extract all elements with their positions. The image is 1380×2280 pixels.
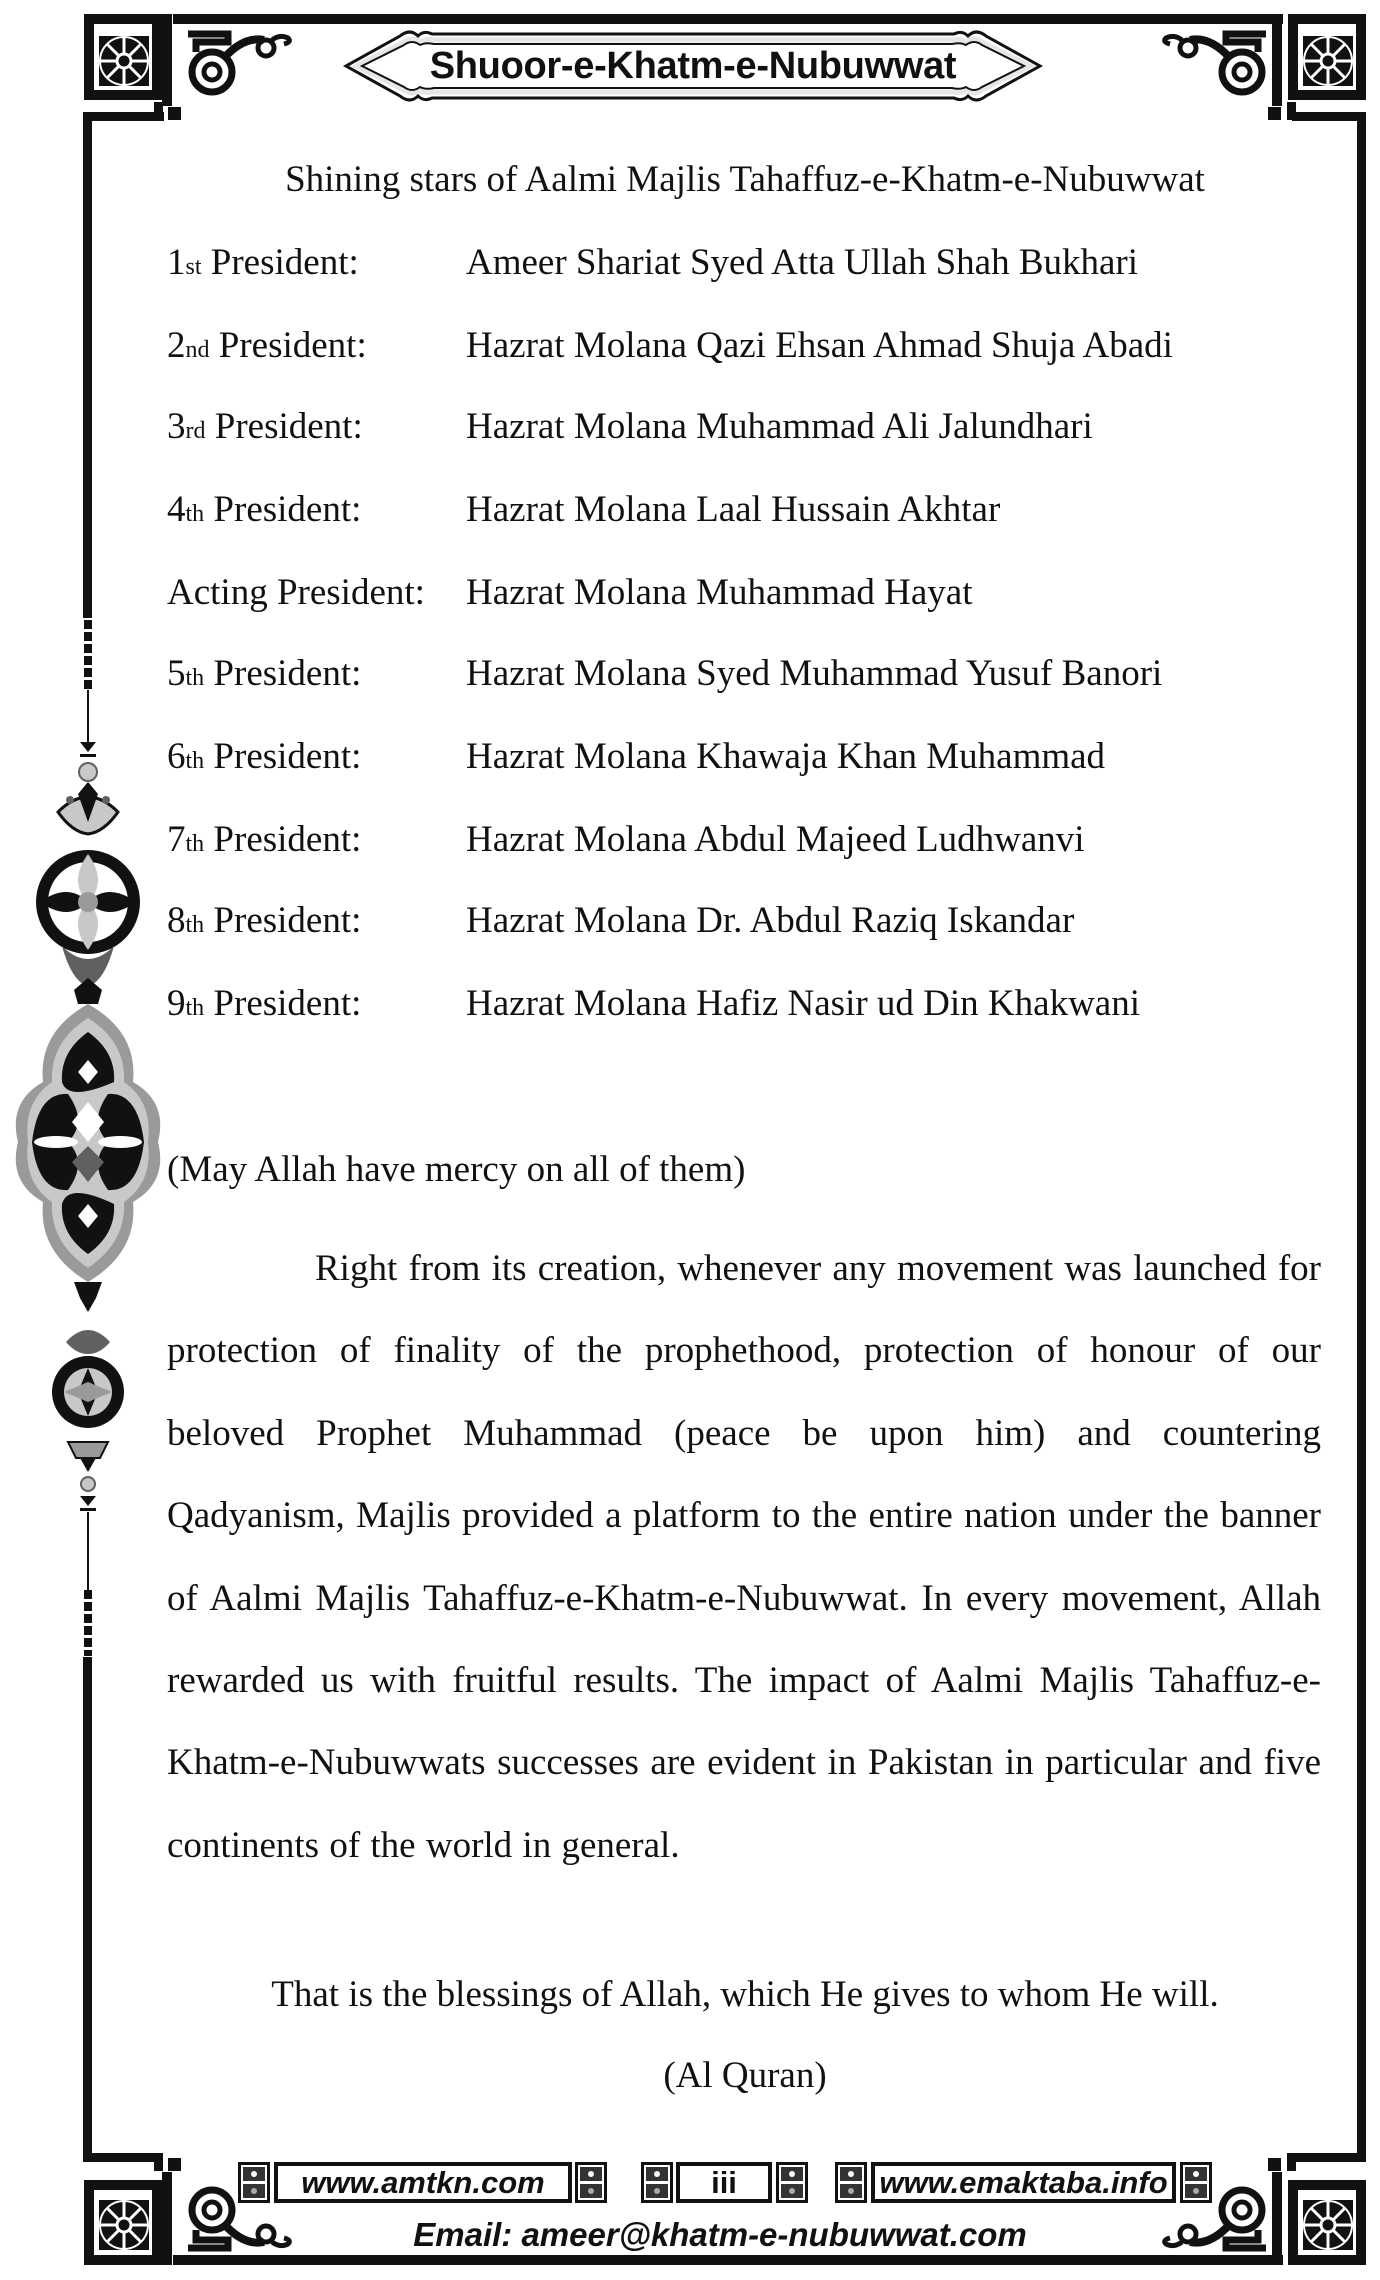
contact-email[interactable]: Email: ameer@khatm-e-nubuwwat.com xyxy=(413,2216,1027,2253)
president-name: Hazrat Molana Hafiz Nasir ud Din Khakwani xyxy=(466,983,1140,1024)
rosette-icon xyxy=(1303,2200,1353,2250)
bottom-left-inner-rule xyxy=(83,2153,163,2162)
top-right-notch xyxy=(1287,102,1296,120)
president-name: Hazrat Molana Qazi Ehsan Ahmad Shuja Abadi xyxy=(466,325,1173,366)
corner-rosette-bottom-left xyxy=(84,2180,162,2265)
top-border xyxy=(173,14,1283,24)
president-label: 6th President: xyxy=(167,736,362,777)
footer-tile-icon xyxy=(238,2162,270,2203)
corner-rosette-top-right xyxy=(1288,14,1366,100)
president-label: 2nd President: xyxy=(167,325,367,366)
president-label: 4th President: xyxy=(167,489,362,530)
president-label: 3rd President: xyxy=(167,406,363,447)
quran-quote: That is the blessings of Allah, which He gives to whom He will. xyxy=(271,1974,1219,2015)
scroll-ornament-top-right xyxy=(1160,30,1270,96)
body-paragraph xyxy=(167,1228,1321,1887)
top-right-inner-rule xyxy=(1292,112,1366,121)
president-name: Hazrat Molana Khawaja Khan Muhammad xyxy=(466,736,1106,777)
president-label: 1st President: xyxy=(167,242,359,283)
top-right-stub xyxy=(1272,14,1282,106)
page-header-title: Shuoor-e-Khatm-e-Nubuwwat xyxy=(429,45,957,87)
scroll-ornament-top-left xyxy=(184,30,294,96)
rosette-icon xyxy=(99,36,149,86)
corner-rosette-top-left xyxy=(84,14,162,100)
top-left-stub xyxy=(162,14,172,106)
president-label: 9th President: xyxy=(167,983,362,1024)
mercy-note: (May Allah have mercy on all of them) xyxy=(167,1149,746,1190)
bottom-left-notch xyxy=(154,2153,163,2171)
left-border-dashes-upper xyxy=(84,620,92,690)
president-name: Ameer Shariat Syed Atta Ullah Shah Bukhari xyxy=(466,242,1139,283)
scroll-ornament-bottom-right xyxy=(1160,2186,1270,2252)
rosette-icon xyxy=(99,2200,149,2250)
bottom-right-stub xyxy=(1272,2172,1282,2265)
footer-tile-icon xyxy=(641,2162,673,2203)
left-border-dashes-lower xyxy=(84,1590,92,1656)
paragraph-text: Right from its creation, whenever any movement was launched for protection of finality of the prophethood, protection of honour of our beloved Prophet Muhammad (peace be upon him) and countering Qadyanism, Majlis provided a platform to the entire nation under the banner of Aalmi Majlis Tahaffuz-e-Khatm-e-Nubuwwat. In every movement, Allah rewarded us with fruitful results. The impact of Aalmi Majlis Tahaffuz-e-Khatm-e-Nubuwwats successes are evident in Pakistan in particular and five continents of the world in general. xyxy=(167,1248,1321,1866)
president-label: Acting President: xyxy=(167,572,425,613)
floral-pendant-ornament xyxy=(8,742,168,1532)
left-border-upper xyxy=(83,112,92,618)
bottom-right-inner-rule xyxy=(1292,2153,1366,2162)
rosette-icon xyxy=(1303,36,1353,86)
footer-tile-icon xyxy=(776,2162,808,2203)
president-name: Hazrat Molana Dr. Abdul Raziq Iskandar xyxy=(466,900,1075,941)
president-name: Hazrat Molana Muhammad Hayat xyxy=(466,572,973,613)
bottom-right-notch xyxy=(1287,2153,1296,2171)
footer-tile-icon xyxy=(575,2162,607,2203)
website-link-amtkn[interactable]: www.amtkn.com xyxy=(274,2162,572,2203)
footer-tile-icon xyxy=(835,2162,867,2203)
bottom-left-dot xyxy=(168,2158,181,2171)
president-name: Hazrat Molana Abdul Majeed Ludhwanvi xyxy=(466,819,1085,860)
top-left-inner-rule xyxy=(84,112,164,121)
left-border-thin-upper xyxy=(87,690,89,750)
president-name: Hazrat Molana Laal Hussain Akhtar xyxy=(466,489,1001,530)
section-subtitle: Shining stars of Aalmi Majlis Tahaffuz-e-Khatm-e-Nubuwwat xyxy=(285,159,1205,200)
bottom-left-stub xyxy=(162,2172,172,2265)
corner-rosette-bottom-right xyxy=(1288,2180,1366,2265)
left-border-thin-lower xyxy=(87,1525,89,1590)
president-name: Hazrat Molana Syed Muhammad Yusuf Banori xyxy=(466,653,1163,694)
left-border-lower xyxy=(83,1657,92,2162)
footer-tile-icon xyxy=(1180,2162,1212,2203)
president-label: 7th President: xyxy=(167,819,362,860)
president-name: Hazrat Molana Muhammad Ali Jalundhari xyxy=(466,406,1093,447)
right-border xyxy=(1357,112,1366,2162)
bottom-right-dot xyxy=(1268,2158,1281,2171)
top-left-dot xyxy=(168,107,181,120)
website-link-emaktaba[interactable]: www.emaktaba.info xyxy=(871,2162,1176,2203)
title-banner xyxy=(340,26,1046,106)
president-label: 8th President: xyxy=(167,900,362,941)
top-right-dot xyxy=(1268,107,1281,120)
bottom-border xyxy=(173,2255,1283,2265)
quote-citation: (Al Quran) xyxy=(663,2055,827,2096)
page-number: iii xyxy=(676,2162,772,2203)
president-label: 5th President: xyxy=(167,653,362,694)
